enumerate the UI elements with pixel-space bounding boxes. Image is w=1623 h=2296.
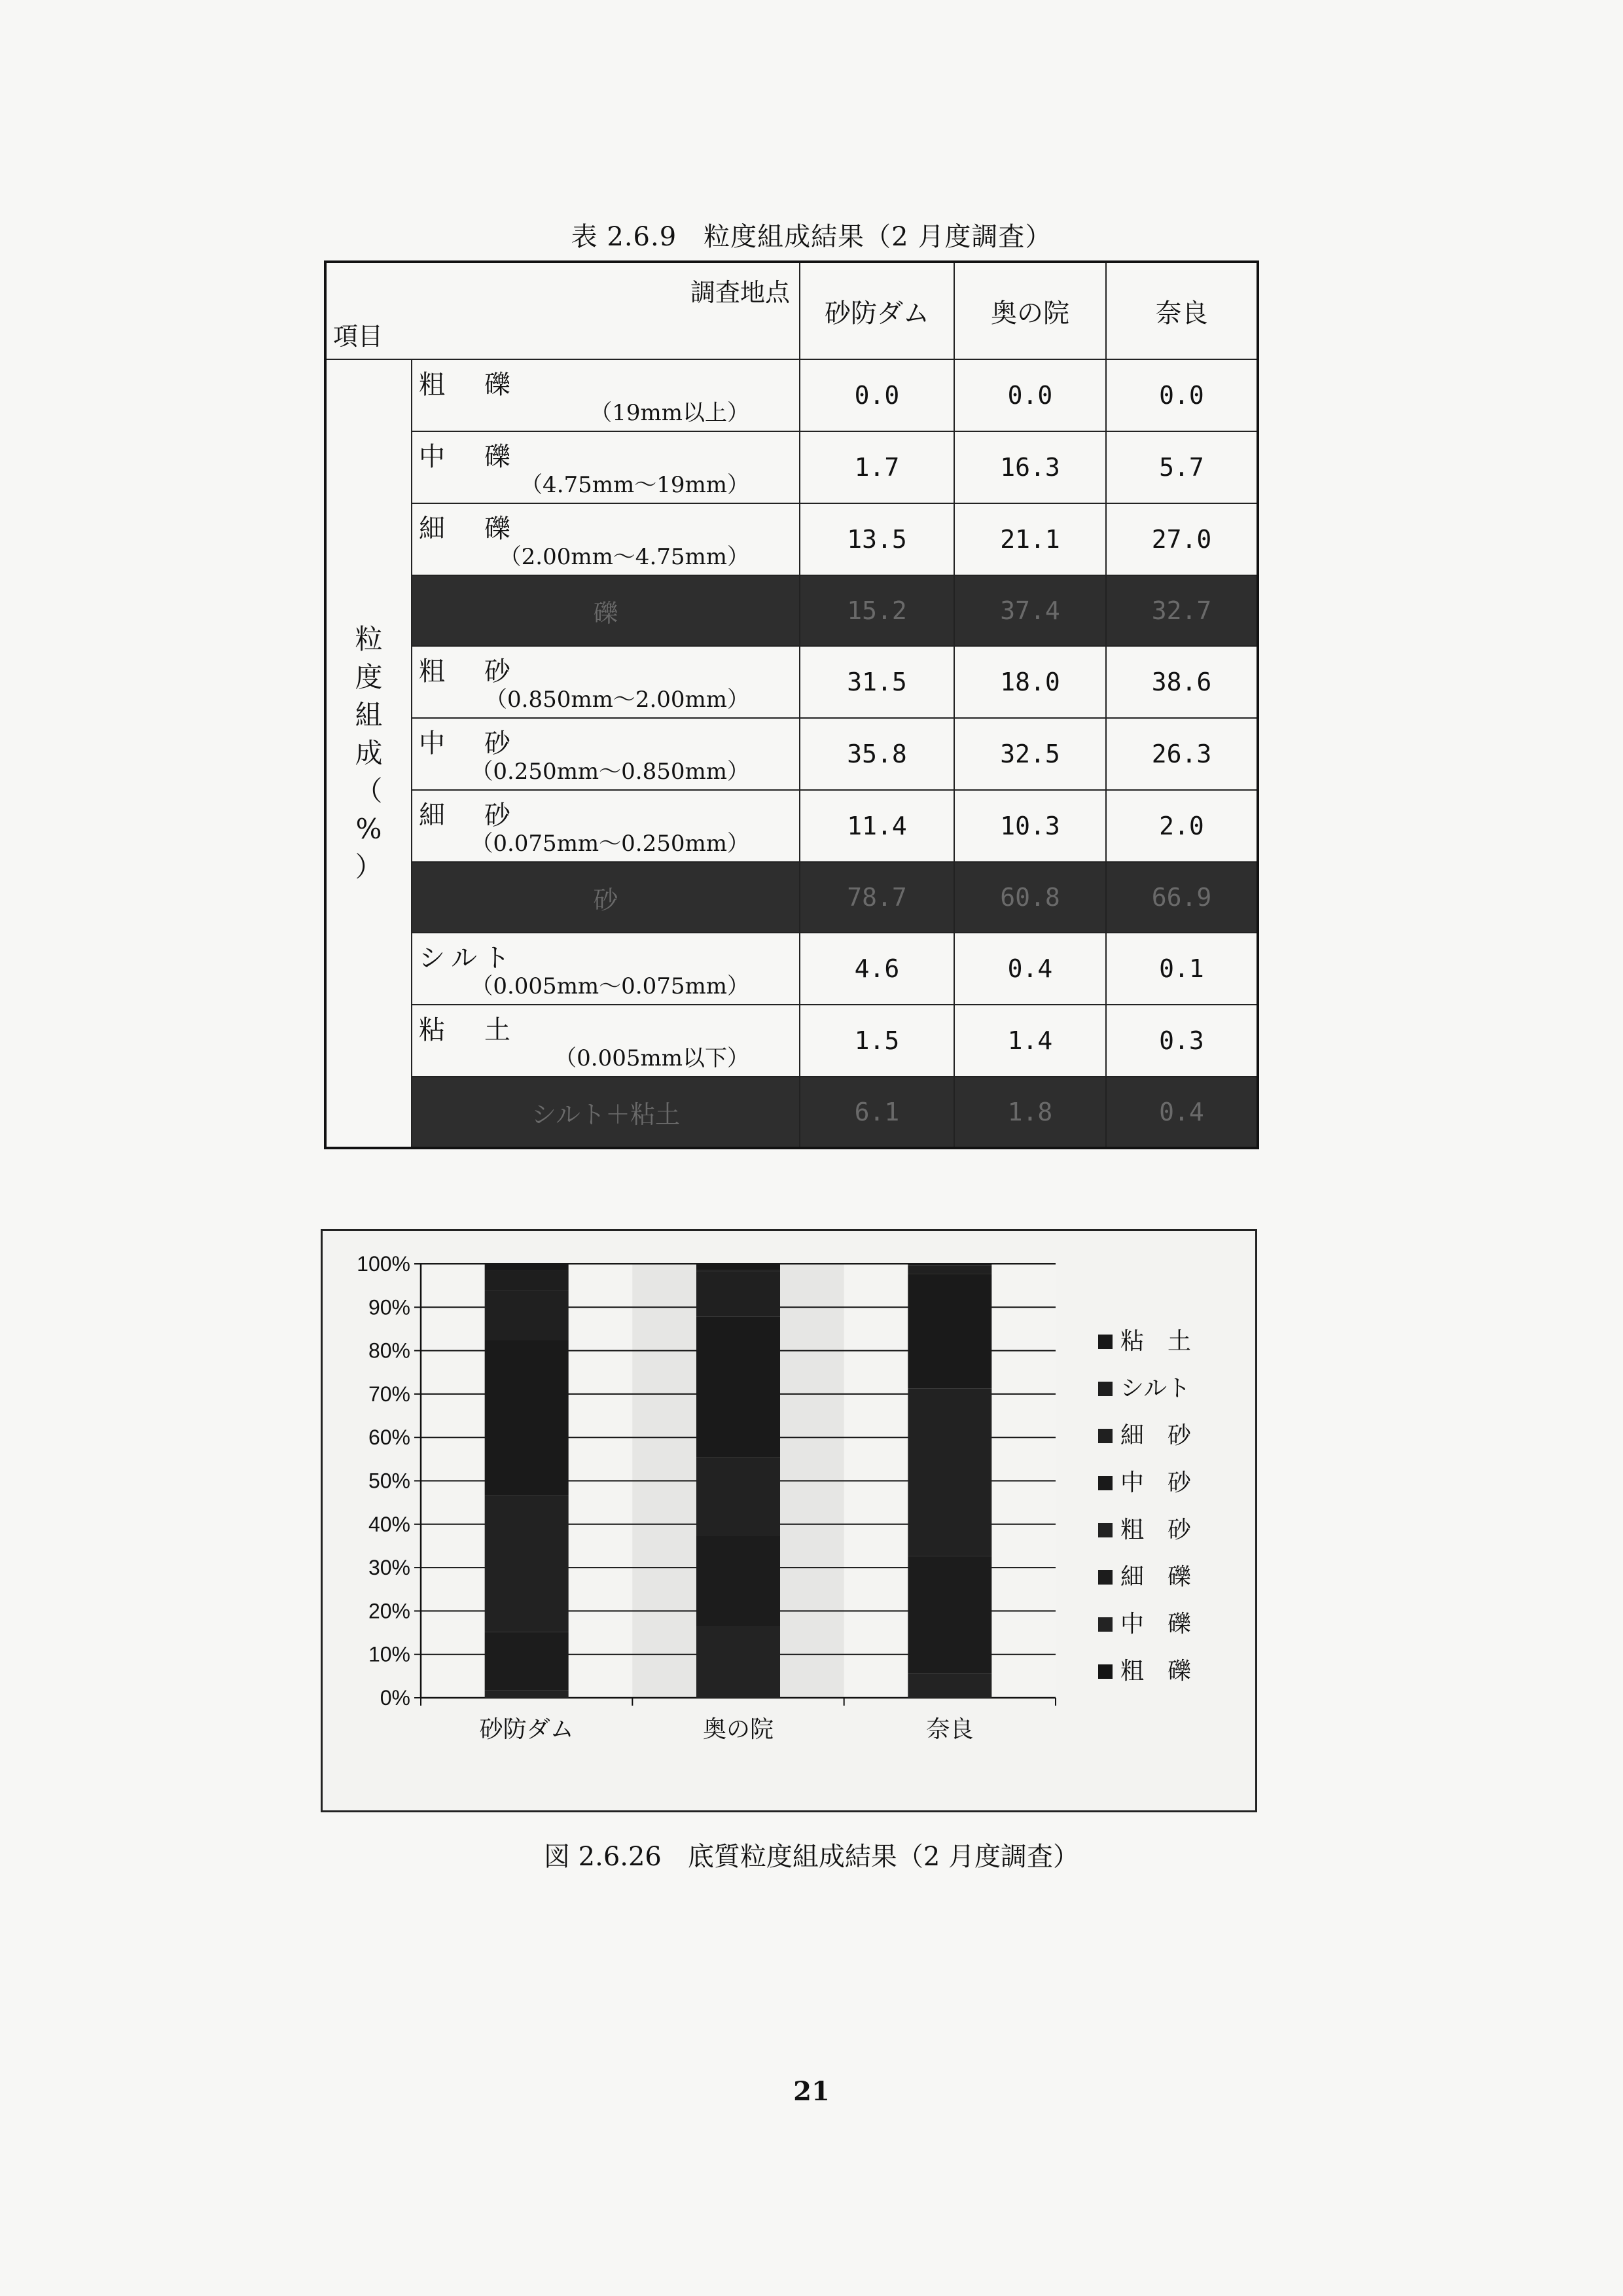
x-category-label: 奥の院 xyxy=(702,1715,774,1742)
label-char: % xyxy=(355,813,382,845)
figure-caption: 図 2.6.26 底質粒度組成結果（2 月度調査） xyxy=(543,1842,1080,1872)
y-tick-label: 80% xyxy=(368,1338,410,1363)
subtotal-label: シルト＋粘土 xyxy=(412,1077,800,1148)
legend-swatch xyxy=(1098,1429,1113,1443)
y-tick-label: 90% xyxy=(368,1295,410,1319)
label-char: 成 xyxy=(355,737,383,769)
legend-label: 粗 礫 xyxy=(1120,1657,1192,1684)
size-range: （0.250mm～0.850mm） xyxy=(471,759,749,785)
table-row xyxy=(325,933,1258,1005)
fraction-value: 27.0 xyxy=(1106,503,1258,575)
table-row xyxy=(325,790,1258,862)
size-range: （2.00mm～4.75mm） xyxy=(499,544,749,570)
fraction-name: 粗 砂 xyxy=(419,656,517,687)
size-range: （0.075mm～0.250mm） xyxy=(471,831,749,857)
legend-swatch xyxy=(1098,1335,1113,1349)
fraction-value: 38.6 xyxy=(1106,646,1258,718)
subtotal-value: 32.7 xyxy=(1106,575,1258,646)
table-header-row xyxy=(325,262,1258,359)
fraction-value: 32.5 xyxy=(954,718,1106,790)
fraction-value: 0.0 xyxy=(1106,359,1258,431)
bar-segment xyxy=(485,1495,569,1632)
size-range: （4.75mm～19mm） xyxy=(520,472,749,498)
fraction-name-cell xyxy=(412,790,800,862)
subtotal-value: 66.9 xyxy=(1106,862,1258,933)
legend-swatch xyxy=(1098,1664,1113,1679)
label-char: 組 xyxy=(355,699,383,731)
header-corner-cell xyxy=(325,262,800,359)
label-char: 度 xyxy=(355,661,383,693)
fraction-name-cell xyxy=(412,646,800,718)
size-range: （0.005mm～0.075mm） xyxy=(471,973,749,999)
bar-segment xyxy=(696,1316,780,1457)
legend-label: 細 礫 xyxy=(1120,1563,1192,1590)
bar-segment xyxy=(908,1265,991,1266)
subtotal-value: 37.4 xyxy=(954,575,1106,646)
fraction-name-cell xyxy=(412,933,800,1005)
table-row xyxy=(325,1005,1258,1077)
legend-label: 粗 砂 xyxy=(1120,1516,1192,1543)
subtotal-value: 0.4 xyxy=(1106,1077,1258,1148)
y-tick-label: 70% xyxy=(368,1382,410,1406)
legend-label: 細 砂 xyxy=(1120,1422,1192,1448)
table-row xyxy=(325,431,1258,503)
fraction-name: 中 砂 xyxy=(419,728,517,759)
y-tick-label: 10% xyxy=(368,1642,410,1666)
fraction-name-cell xyxy=(412,718,800,790)
bar-segment xyxy=(696,1272,780,1316)
bar-segment xyxy=(908,1264,991,1265)
bar-segment xyxy=(908,1274,991,1388)
fraction-value: 35.8 xyxy=(800,718,954,790)
x-category-label: 砂防ダム xyxy=(479,1715,574,1742)
y-tick-label: 100% xyxy=(357,1252,410,1276)
y-tick-label: 30% xyxy=(368,1556,410,1580)
bar-segment xyxy=(696,1264,780,1270)
fraction-name-cell xyxy=(412,431,800,503)
fraction-value: 4.6 xyxy=(800,933,954,1005)
table-row xyxy=(325,646,1258,718)
legend-swatch xyxy=(1098,1570,1113,1585)
bar-segment xyxy=(485,1340,569,1495)
fraction-name: 細 礫 xyxy=(419,514,517,544)
bar-segment xyxy=(696,1627,780,1698)
bar-segment xyxy=(908,1388,991,1556)
legend-swatch xyxy=(1098,1523,1113,1537)
fraction-name: 粗 礫 xyxy=(419,370,517,400)
table-body xyxy=(325,262,1258,1148)
bar-segment xyxy=(908,1673,991,1698)
fraction-value: 0.0 xyxy=(954,359,1106,431)
fraction-value: 1.4 xyxy=(954,1005,1106,1077)
fraction-value: 21.1 xyxy=(954,503,1106,575)
subtotal-label: 砂 xyxy=(412,862,800,933)
size-range: （0.005mm以下） xyxy=(554,1045,749,1071)
subtotal-row xyxy=(325,862,1258,933)
legend-swatch xyxy=(1098,1617,1113,1632)
fraction-value: 0.0 xyxy=(800,359,954,431)
legend-swatch xyxy=(1098,1382,1113,1396)
y-tick-label: 0% xyxy=(380,1686,410,1710)
bar-segment xyxy=(696,1458,780,1535)
bar-segment xyxy=(485,1264,569,1270)
subtotal-label: 礫 xyxy=(412,575,800,646)
bar-segment xyxy=(485,1691,569,1698)
fraction-value: 5.7 xyxy=(1106,431,1258,503)
bar-segment xyxy=(696,1535,780,1627)
table-row xyxy=(325,503,1258,575)
site-header-2: 奥の院 xyxy=(954,262,1106,359)
label-char: （ xyxy=(355,775,383,807)
grain-size-table xyxy=(324,260,1259,1149)
subtotal-row xyxy=(325,1077,1258,1148)
x-category-label: 奈良 xyxy=(926,1715,974,1742)
legend-swatch xyxy=(1098,1476,1113,1490)
bar-segment xyxy=(908,1266,991,1274)
fraction-value: 16.3 xyxy=(954,431,1106,503)
fraction-value: 26.3 xyxy=(1106,718,1258,790)
fraction-name: 細 砂 xyxy=(419,800,517,831)
legend-label: 中 礫 xyxy=(1120,1610,1192,1637)
survey-point-label: 調査地点 xyxy=(690,278,790,307)
bar-segment xyxy=(908,1556,991,1673)
page-number: 21 xyxy=(793,2076,830,2107)
legend-label: 中 砂 xyxy=(1120,1469,1192,1496)
stacked-bar-chart xyxy=(323,1231,1255,1810)
y-tick-label: 40% xyxy=(368,1512,410,1536)
fraction-value: 0.1 xyxy=(1106,933,1258,1005)
label-char: ） xyxy=(355,851,383,883)
fraction-name: シルト xyxy=(419,943,516,973)
label-char: 粒 xyxy=(355,623,383,655)
size-range: （19mm以上） xyxy=(590,400,749,426)
fraction-value: 0.4 xyxy=(954,933,1106,1005)
bar-segment xyxy=(485,1632,569,1691)
site-header-1: 砂防ダム xyxy=(800,262,954,359)
size-range: （0.850mm～2.00mm） xyxy=(485,687,749,713)
y-tick-label: 50% xyxy=(368,1469,410,1493)
fraction-name: 粘 土 xyxy=(419,1015,517,1045)
subtotal-value: 60.8 xyxy=(954,862,1106,933)
fraction-value: 0.3 xyxy=(1106,1005,1258,1077)
grain-composition-label-cell xyxy=(325,359,412,1148)
fraction-name-cell xyxy=(412,359,800,431)
fraction-name-cell xyxy=(412,1005,800,1077)
fraction-name: 中 礫 xyxy=(419,442,517,472)
fraction-value: 11.4 xyxy=(800,790,954,862)
bar-segment xyxy=(485,1290,569,1340)
fraction-value: 10.3 xyxy=(954,790,1106,862)
legend-label: シルト xyxy=(1120,1374,1191,1401)
y-tick-label: 20% xyxy=(368,1599,410,1623)
chart-frame xyxy=(321,1229,1257,1812)
legend-label: 粘 土 xyxy=(1120,1327,1192,1354)
fraction-value: 31.5 xyxy=(800,646,954,718)
fraction-value: 18.0 xyxy=(954,646,1106,718)
subtotal-row xyxy=(325,575,1258,646)
grain-composition-label xyxy=(353,620,385,886)
table-row xyxy=(325,718,1258,790)
subtotal-value: 78.7 xyxy=(800,862,954,933)
fraction-value: 2.0 xyxy=(1106,790,1258,862)
table-caption: 表 2.6.9 粒度組成結果（2 月度調査） xyxy=(571,222,1052,252)
y-tick-label: 60% xyxy=(368,1426,410,1450)
table-row xyxy=(325,359,1258,431)
bar-segment xyxy=(485,1270,569,1290)
fraction-value: 1.5 xyxy=(800,1005,954,1077)
fraction-value: 1.7 xyxy=(800,431,954,503)
subtotal-value: 6.1 xyxy=(800,1077,954,1148)
item-label: 項目 xyxy=(333,322,383,351)
site-header-3: 奈良 xyxy=(1106,262,1258,359)
subtotal-value: 1.8 xyxy=(954,1077,1106,1148)
fraction-name-cell xyxy=(412,503,800,575)
bar-segment xyxy=(696,1270,780,1272)
subtotal-value: 15.2 xyxy=(800,575,954,646)
fraction-value: 13.5 xyxy=(800,503,954,575)
